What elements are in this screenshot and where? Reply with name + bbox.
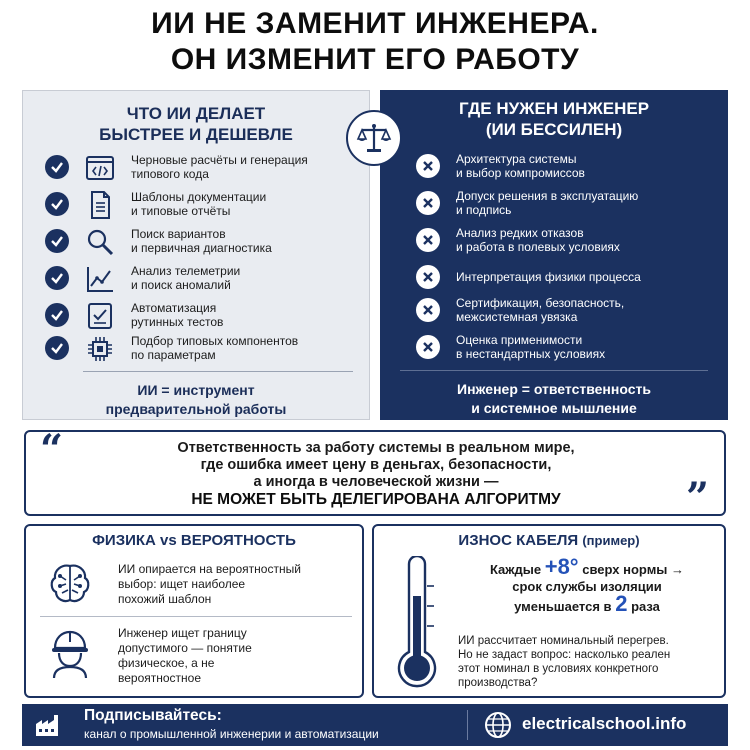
check-icon <box>45 155 69 179</box>
engineer-needed-heading-line-1: ГДЕ НУЖЕН ИНЖЕНЕР <box>458 99 650 118</box>
quote-text: Ответственность за работу системы в реальном мире, где ошибка имеет цену в деньгах, безопасности, а иногда в человеческой жизни — НЕ МОЖЕТ БЫТЬ ДЕЛЕГИРОВАНА АЛГОРИТМУ <box>177 440 575 508</box>
engineer-needed-panel <box>380 90 728 420</box>
divider <box>40 616 352 617</box>
ai-faster-heading <box>23 103 369 145</box>
check-icon <box>45 229 69 253</box>
x-icon <box>416 191 440 215</box>
divider <box>83 371 353 372</box>
title-line-1: ИИ НЕ ЗАМЕНИТ ИНЖЕНЕРА. <box>151 7 599 40</box>
ai-faster-heading-line-2: БЫСТРЕЕ И ДЕШЕВЛЕ <box>99 125 293 144</box>
reduction-factor: 2 <box>615 591 628 616</box>
ai-task-item <box>23 151 369 185</box>
ai-task-item <box>23 262 369 296</box>
code-icon <box>85 153 115 183</box>
ai-task-item <box>23 299 369 333</box>
close-quote-icon: ” <box>686 474 710 521</box>
temperature-delta: +8° <box>544 554 579 579</box>
open-quote-icon: “ <box>40 426 64 473</box>
ai-task-text: Черновые расчёты и генерация типового кода <box>131 153 308 181</box>
document-icon <box>85 190 115 220</box>
x-icon <box>416 265 440 289</box>
engineer-task-text: Допуск решения в эксплуатацию и подпись <box>456 189 639 217</box>
engineer-task-text: Сертификация, безопасность, межсистемная увязка <box>456 296 625 324</box>
check-icon <box>45 336 69 360</box>
subscribe-label: Подписывайтесь: <box>84 707 222 724</box>
checklist-icon <box>85 301 115 331</box>
globe-icon <box>484 711 512 739</box>
engineer-task-item <box>380 261 728 295</box>
ai-faster-panel <box>22 90 370 420</box>
divider <box>400 370 708 371</box>
engineer-needed-heading <box>380 98 728 140</box>
divider <box>467 710 468 740</box>
ai-task-text: Подбор типовых компонентов по параметрам <box>131 334 299 362</box>
engineer-task-text: Архитектура системы и выбор компромиссов <box>456 152 585 180</box>
ai-task-text: Автоматизация рутинных тестов <box>131 301 224 329</box>
thermometer-icon <box>394 556 440 694</box>
ai-probability-text: ИИ опирается на вероятностный выбор: ищет наиболее похожий шаблон <box>118 562 301 606</box>
engineer-physics-text: Инженер ищет границу допустимого — понятие физическое, а не вероятностное <box>118 626 252 685</box>
x-icon <box>416 228 440 252</box>
cable-note-text: ИИ рассчитает номинальный перегрев. Но не задаст вопрос: насколько реален этот номинал в условиях конкретного производства? <box>458 635 671 689</box>
engineer-task-item <box>380 331 728 365</box>
engineer-task-item <box>380 224 728 258</box>
ai-task-item <box>23 225 369 259</box>
website-link[interactable]: electricalschool.info <box>522 714 687 733</box>
engineer-task-item <box>380 187 728 221</box>
cable-wear-box <box>372 524 726 698</box>
magnifier-icon <box>85 227 115 257</box>
quote-box <box>24 426 726 521</box>
engineer-task-text: Оценка применимости в нестандартных условиях <box>456 333 606 361</box>
engineer-summary: Инженер = ответственность и системное мышление <box>457 381 651 416</box>
chart-icon <box>85 264 115 294</box>
check-icon <box>45 303 69 327</box>
engineer-helmet-icon <box>46 626 94 678</box>
x-icon <box>416 298 440 322</box>
x-icon <box>416 154 440 178</box>
ai-faster-heading-line-1: ЧТО ИИ ДЕЛАЕТ <box>126 104 266 123</box>
ai-task-text: Анализ телеметрии и поиск аномалий <box>131 264 241 292</box>
ai-task-item <box>23 332 369 366</box>
factory-icon <box>34 712 60 738</box>
footer-bar <box>22 704 728 746</box>
check-icon <box>45 192 69 216</box>
title-line-2: ОН ИЗМЕНИТ ЕГО РАБОТУ <box>170 43 580 76</box>
check-icon <box>45 266 69 290</box>
scales-icon <box>346 110 402 166</box>
x-icon <box>416 335 440 359</box>
engineer-task-item <box>380 294 728 328</box>
page-title <box>0 6 750 78</box>
chip-icon <box>85 334 115 364</box>
cable-box-title: ИЗНОС КАБЕЛЯ (пример) <box>458 532 640 549</box>
engineer-needed-heading-line-2: (ИИ БЕССИЛЕН) <box>485 120 623 139</box>
physics-vs-probability-box <box>24 524 364 698</box>
engineer-task-text: Интерпретация физики процесса <box>456 270 641 284</box>
ai-task-item <box>23 188 369 222</box>
engineer-task-text: Анализ редких отказов и работа в полевых условиях <box>456 226 620 254</box>
ai-task-text: Поиск вариантов и первичная диагностика <box>131 227 272 255</box>
brain-icon <box>46 560 94 608</box>
channel-description: канал о промышленной инженерии и автоматизации <box>84 727 379 741</box>
engineer-task-item <box>380 150 728 184</box>
physics-box-title: ФИЗИКА vs ВЕРОЯТНОСТЬ <box>92 532 296 549</box>
cable-rule-text: Каждые +8° сверх нормы → срок службы изоляции уменьшается в 2 раза <box>489 554 685 616</box>
ai-tool-summary: ИИ = инструмент предварительной работы <box>105 382 287 417</box>
ai-task-text: Шаблоны документации и типовые отчёты <box>131 190 267 218</box>
